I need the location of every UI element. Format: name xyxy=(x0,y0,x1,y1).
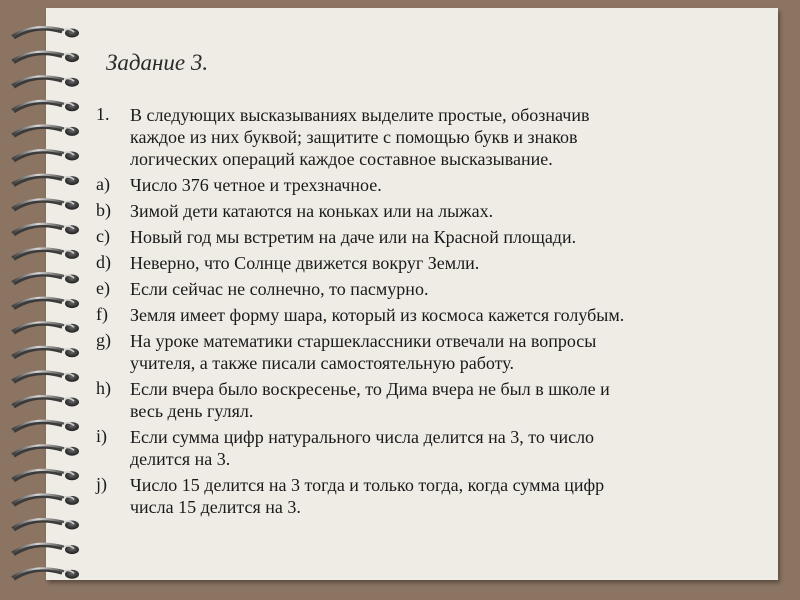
spiral-ring xyxy=(12,125,79,136)
text-line: Зимой дети катаются на коньках или на лыжах. xyxy=(130,201,494,221)
spiral-ring xyxy=(12,101,79,112)
text-line: В следующих высказываниях выделите простые, обозначив xyxy=(130,105,590,125)
text-line: Если сумма цифр натурального числа делится на 3, то число xyxy=(130,427,595,447)
task-list xyxy=(96,104,756,518)
list-marker: f) xyxy=(96,304,108,324)
spiral-ring xyxy=(12,445,79,456)
spiral-ring xyxy=(12,544,79,555)
list-item-intro xyxy=(96,104,756,170)
spiral-ring xyxy=(12,298,79,309)
text-line: Новый год мы встретим на даче или на Красной площади. xyxy=(130,227,577,247)
list-item-a xyxy=(96,174,756,196)
spiral-ring xyxy=(12,27,79,38)
spiral-ring xyxy=(12,396,79,407)
list-item-f xyxy=(96,304,756,326)
list-marker: g) xyxy=(96,330,111,350)
spiral-ring xyxy=(12,224,79,235)
spiral-ring xyxy=(12,199,79,210)
list-item-e xyxy=(96,278,756,300)
list-marker: d) xyxy=(96,252,111,272)
list-item-d xyxy=(96,252,756,274)
spiral-ring xyxy=(12,150,79,161)
text-line: каждое из них буквой; защитите с помощью букв и знаков xyxy=(130,127,578,147)
list-item-text xyxy=(130,174,756,196)
text-line: учителя, а также писали самостоятельную работу. xyxy=(130,353,514,373)
spiral-ring xyxy=(12,52,79,63)
spiral-ring xyxy=(12,421,79,432)
list-item-i xyxy=(96,426,756,470)
text-line: Неверно, что Солнце движется вокруг Земли. xyxy=(130,253,480,273)
list-marker: 1. xyxy=(96,104,110,124)
list-marker: b) xyxy=(96,200,111,220)
spiral-ring xyxy=(12,568,79,579)
list-item-text xyxy=(130,200,756,222)
text-line: Если вчера было воскресенье, то Дима вчера не был в школе и xyxy=(130,379,610,399)
spiral-ring xyxy=(12,175,79,186)
list-item-text xyxy=(130,278,756,300)
list-item-text xyxy=(130,330,756,374)
text-line: делится на 3. xyxy=(130,449,231,469)
list-marker: i) xyxy=(96,426,107,446)
text-line: Земля имеет форму шара, который из космоса кажется голубым. xyxy=(130,305,625,325)
text-line: логических операций каждое составное высказывание. xyxy=(130,149,553,169)
list-item-text xyxy=(130,378,756,422)
list-item-text xyxy=(130,104,756,170)
spiral-binding-icon xyxy=(0,0,100,600)
spiral-ring xyxy=(12,347,79,358)
list-item-text xyxy=(130,304,756,326)
spiral-ring xyxy=(12,273,79,284)
spiral-ring xyxy=(12,470,79,481)
list-item-text xyxy=(130,252,756,274)
list-item-text xyxy=(130,226,756,248)
list-item-text xyxy=(130,474,756,518)
list-item-text xyxy=(130,426,756,470)
spiral-ring xyxy=(12,248,79,259)
list-item-h xyxy=(96,378,756,422)
spiral-ring xyxy=(12,371,79,382)
text-line: весь день гулял. xyxy=(130,401,254,421)
list-marker: e) xyxy=(96,278,110,298)
list-item-b xyxy=(96,200,756,222)
list-marker: c) xyxy=(96,226,110,246)
page-title: Задание 3. xyxy=(106,50,209,75)
spiral-ring xyxy=(12,76,79,87)
spiral-ring xyxy=(12,494,79,505)
list-marker: a) xyxy=(96,174,110,194)
text-line: Число 15 делится на 3 тогда и только тогда, когда сумма цифр xyxy=(130,475,605,495)
text-line: На уроке математики старшеклассники отвечали на вопросы xyxy=(130,331,597,351)
spiral-ring xyxy=(12,322,79,333)
list-item-j xyxy=(96,474,756,518)
list-item-g xyxy=(96,330,756,374)
text-line: числа 15 делится на 3. xyxy=(130,497,301,517)
list-marker: j) xyxy=(96,474,107,494)
list-item-c xyxy=(96,226,756,248)
text-line: Если сейчас не солнечно, то пасмурно. xyxy=(130,279,429,299)
spiral-ring xyxy=(12,519,79,530)
text-line: Число 376 четное и трехзначное. xyxy=(130,175,382,195)
list-marker: h) xyxy=(96,378,111,398)
